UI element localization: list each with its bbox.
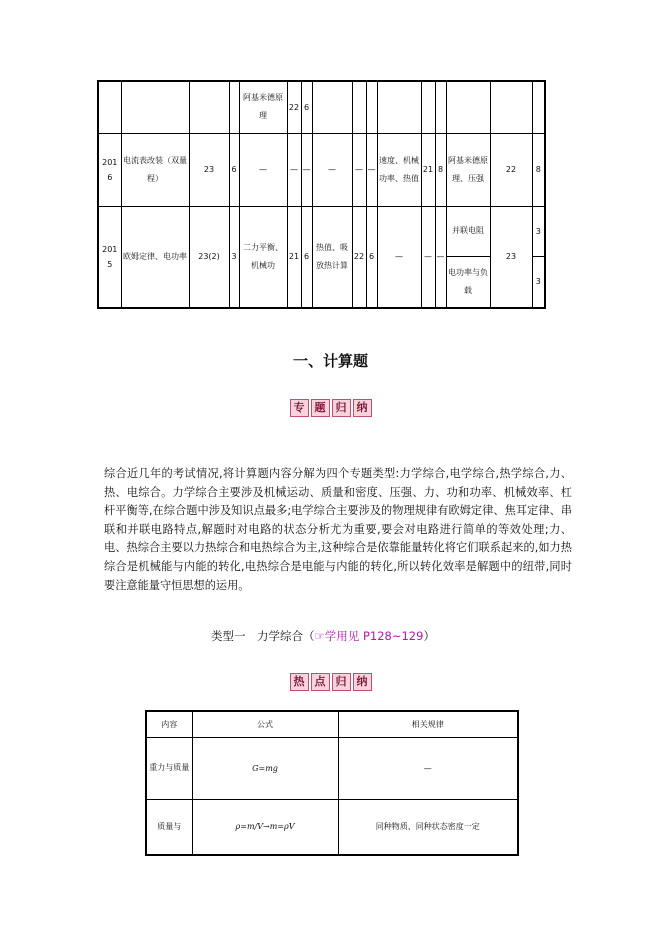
table-cell [446,81,490,133]
type-heading [211,628,435,644]
topic-summary-badge [0,396,661,417]
topic-cell: 欧姆定律、电功率 [121,206,189,308]
table-cell: 23(2) [189,206,229,308]
law-cell: 同种物质、同种状态密度一定 [338,799,518,855]
table-cell: 速度、机械功率、热值 [377,133,421,206]
header-law: 相关规律 [338,711,518,737]
table-cell: 21 [421,133,435,206]
table-cell: 6 [301,81,312,133]
table-cell: — [435,206,446,308]
table-cell [377,81,421,133]
hotspot-summary-badge [0,670,661,691]
table-cell [435,81,446,133]
table-cell [229,81,239,133]
type-close: ） [423,629,435,643]
page-reference: ☞学用见 P128~129 [314,629,424,643]
table-cell: 8 [532,133,545,206]
table-cell: 3 [532,206,545,256]
table-cell [532,81,545,133]
table-cell [421,81,435,133]
table-cell: — [301,133,312,206]
table-cell [121,81,189,133]
header-formula: 公式 [192,711,338,737]
formula-table [145,710,519,856]
badge-char: 点 [311,673,330,691]
table-cell [98,81,121,133]
table-cell: 23 [189,133,229,206]
table-cell: 6 [301,206,312,308]
table-cell: — [239,133,287,206]
topic-cell: 电流表改装（双量程） [121,133,189,206]
formula-cell: G=mg [192,737,338,799]
content-cell: 重力与质量 [146,737,192,799]
table-cell: 22 [352,206,366,308]
badge-char: 专 [290,399,309,417]
badge-char: 归 [332,399,351,417]
badge-char: 热 [290,673,309,691]
content-cell: 质量与 [146,799,192,855]
table-cell: 阿基米德原理 [239,81,287,133]
year-cell: 2016 [98,133,121,206]
table-cell: — [366,133,377,206]
badge-char: 纳 [353,673,372,691]
table-cell: 3 [532,256,545,308]
intro-paragraph: 综合近几年的考试情况,将计算题内容分解为四个专题类型:力学综合,电学综合,热学综合,力、热、电综合。力学综合主要涉及机械运动、质量和密度、压强、力、功和功率、机械效率、杠杆平衡等,在综合题中涉及知识点最多;电学综合主要涉及的物理规律有欧姆定律、焦耳定律、串联和并联电路特点,解题时对电路的状态分析尤为重要,要会对电路进行简单的等效处理;力、电、热综合主要以力热综合和电热综合为主,这种综合是依靠能量转化将它们联系起来的,如力热综合是机械能与内能的转化,电热综合是电能与内能的转化,所以转化效率是解题中的纽带,同时要注意能量守恒思想的运用。 [104,467,572,592]
badge-char: 纳 [353,399,372,417]
table-cell: 并联电阻 [446,206,490,256]
table-cell: — [421,206,435,308]
table-cell: — [377,206,421,308]
table-cell: 23 [490,206,532,308]
table-cell: 8 [435,133,446,206]
exam-stats-table [97,80,546,309]
table-cell [352,81,366,133]
formula-cell: ρ=m/V→m=ρV [192,799,338,855]
table-cell: 阿基米德原理、压强 [446,133,490,206]
year-cell: 2015 [98,206,121,308]
table-cell: 3 [229,206,239,308]
table-cell [312,81,352,133]
table-cell [189,81,229,133]
section-title: 一、计算题 [292,352,368,370]
table-cell: 电功率与负载 [446,256,490,308]
table-cell [366,81,377,133]
table-cell: 22 [287,81,301,133]
table-cell: — [352,133,366,206]
table-cell: 二力平衡、机械功 [239,206,287,308]
table-cell: — [287,133,301,206]
badge-char: 题 [311,399,330,417]
table-cell: 22 [490,133,532,206]
badge-char: 归 [332,673,351,691]
table-cell: 6 [229,133,239,206]
table-cell: — [312,133,352,206]
table-cell: 21 [287,206,301,308]
header-content: 内容 [146,711,192,737]
type-label: 类型一 力学综合（ [211,629,315,643]
table-cell [490,81,532,133]
law-cell: — [338,737,518,799]
table-cell: 6 [366,206,377,308]
table-cell: 热值、吸放热计算 [312,206,352,308]
